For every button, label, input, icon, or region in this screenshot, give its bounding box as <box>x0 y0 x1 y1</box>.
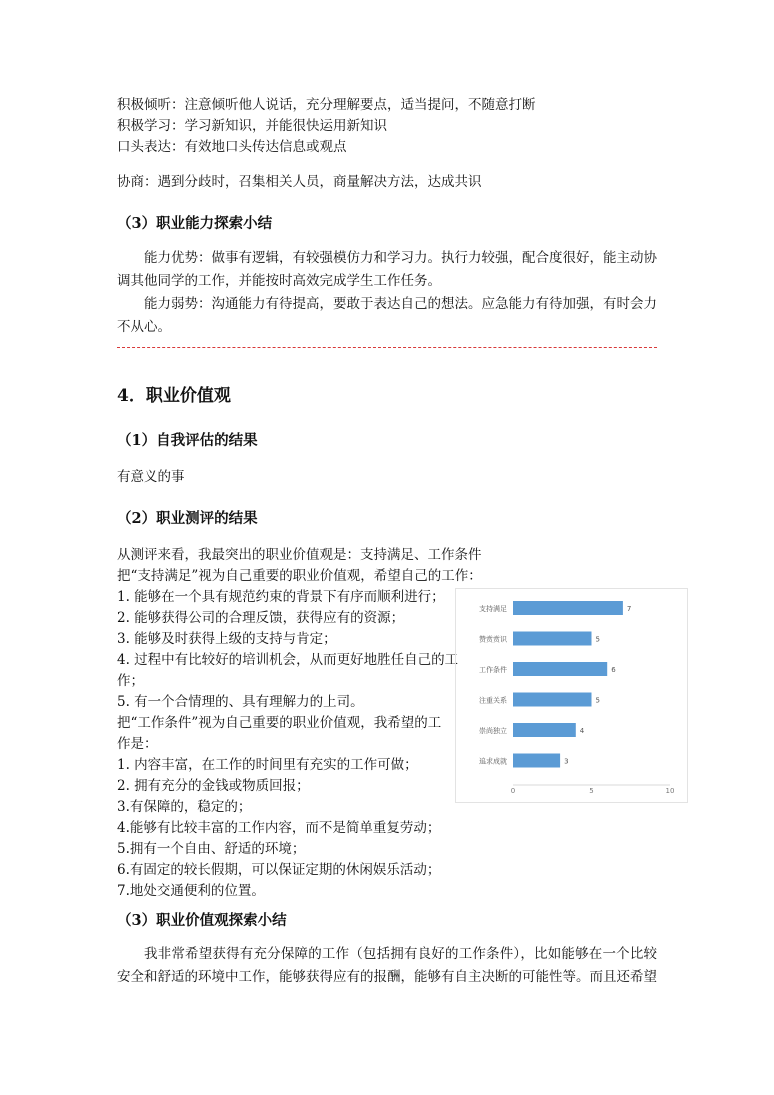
category-label: 追求成就 <box>479 757 507 766</box>
test-line: 从测评来看，我最突出的职业价值观是：支持满足、工作条件 <box>117 547 482 563</box>
values-summary-heading: （3）职业价值观探索小结 <box>117 912 287 929</box>
chart-bar <box>513 754 560 768</box>
ability-summary-heading: （3）职业能力探索小结 <box>117 215 273 232</box>
ability-line-speaking: 口头表达：有效地口头传达信息或观点 <box>117 139 347 155</box>
chart-bar <box>513 693 592 707</box>
data-label: 3 <box>564 757 569 766</box>
values-summary-paragraph: 我非常希望获得有充分保障的工作（包括拥有良好的工作条件），比如能够在一个比较安全和舒适的环境中工作，能够获得应有的报酬，能够有自主决断的可能性等。而且还希望 <box>117 946 657 985</box>
test-line: 作； <box>117 673 144 689</box>
section-divider <box>117 347 657 348</box>
data-label: 5 <box>595 635 600 644</box>
test-line: 把“工作条件”视为自己重要的职业价值观，我希望的工 <box>117 715 442 731</box>
chart-bar <box>513 601 623 615</box>
chart-bar <box>513 632 592 646</box>
self-eval-heading: （1）自我评估的结果 <box>117 432 258 449</box>
values-bar-chart <box>455 588 688 803</box>
test-line: 2. 能够获得公司的合理反馈，获得应有的资源； <box>117 610 405 626</box>
x-tick-label: 0 <box>510 787 516 795</box>
test-line: 3. 能够及时获得上级的支持与肯定； <box>117 631 337 647</box>
ability-line-negotiation: 协商：遇到分歧时，召集相关人员，商量解决方法，达成共识 <box>117 174 482 190</box>
ability-weakness-paragraph: 能力弱势：沟通能力有待提高，要敢于表达自己的想法。应急能力有待加强，有时会力不从心。 <box>117 296 657 335</box>
test-line: 1. 能够在一个具有规范约束的背景下有序而顺利进行； <box>117 589 445 605</box>
chart-bar <box>513 662 607 676</box>
category-label: 崇尚独立 <box>479 727 507 735</box>
test-result-heading: （2）职业测评的结果 <box>117 510 258 527</box>
x-tick-label: 10 <box>665 787 675 795</box>
section-4-heading: 4．职业价值观 <box>117 386 231 406</box>
ability-strength-paragraph: 能力优势：做事有逻辑，有较强模仿力和学习力。执行力较强，配合度很好，能主动协调其他同学的工作，并能按时高效完成学生工作任务。 <box>117 250 657 289</box>
data-label: 5 <box>595 696 600 705</box>
test-line: 5.拥有一个自由、舒适的环境； <box>117 841 306 857</box>
test-line: 7.地处交通便利的位置。 <box>117 883 265 899</box>
test-line: 作是： <box>117 736 158 752</box>
category-label: 注重关系 <box>479 696 507 705</box>
category-label: 工作条件 <box>479 666 507 674</box>
test-line: 4. 过程中有比较好的培训机会，从而更好地胜任自己的工 <box>117 652 459 668</box>
data-label: 4 <box>579 727 585 735</box>
x-tick-label: 5 <box>589 787 594 795</box>
test-line: 3.有保障的，稳定的； <box>117 799 252 815</box>
test-line: 1. 内容丰富，在工作的时间里有充实的工作可做； <box>117 757 418 773</box>
category-label: 支持满足 <box>479 605 507 613</box>
chart-bar <box>513 723 576 737</box>
ability-line-listening: 积极倾听：注意倾听他人说话，充分理解要点，适当提问，不随意打断 <box>117 97 536 113</box>
category-label: 赞赏赏识 <box>479 635 507 644</box>
self-eval-result: 有意义的事 <box>117 469 185 485</box>
test-line: 5. 有一个合情理的、具有理解力的上司。 <box>117 694 364 710</box>
test-line: 6.有固定的较长假期，可以保证定期的休闲娱乐活动； <box>117 862 441 878</box>
test-line: 2. 拥有充分的金钱或物质回报； <box>117 778 310 794</box>
data-label: 6 <box>611 666 616 674</box>
data-label: 7 <box>626 605 632 613</box>
test-line: 4.能够有比较丰富的工作内容，而不是简单重复劳动； <box>117 820 441 836</box>
test-line: 把“支持满足”视为自己重要的职业价值观，希望自己的工作： <box>117 568 482 584</box>
ability-line-learning: 积极学习：学习新知识，并能很快运用新知识 <box>117 118 387 134</box>
